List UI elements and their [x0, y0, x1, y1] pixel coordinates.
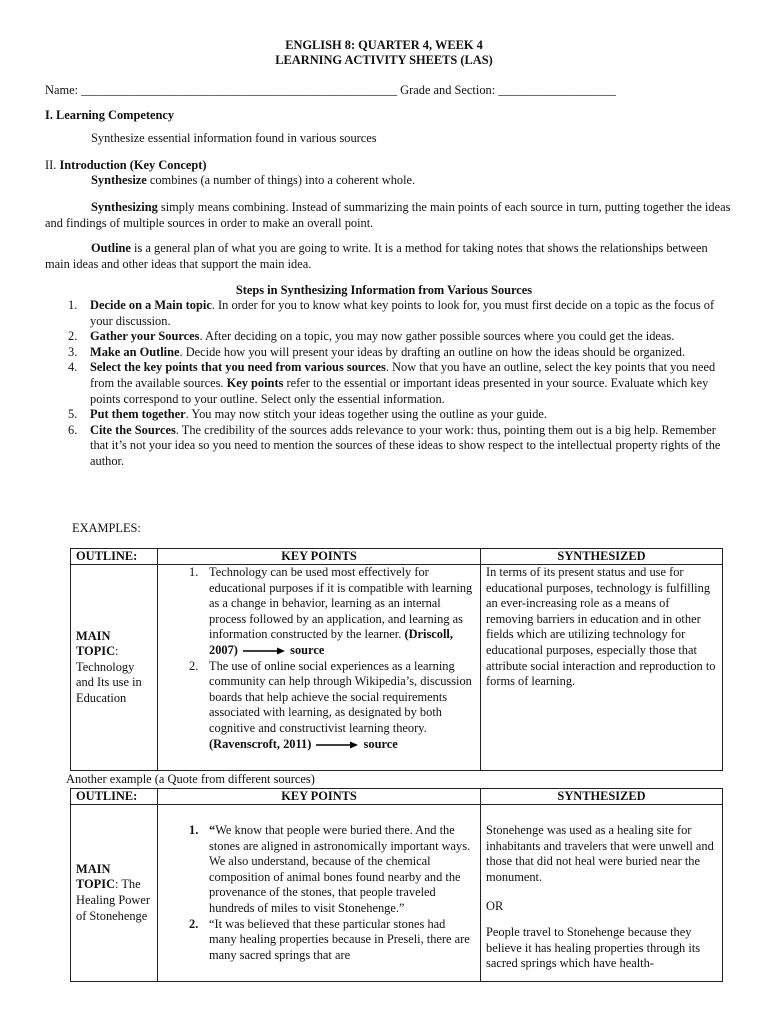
- step-item: [45, 329, 725, 345]
- key-point-text: The use of online social experiences as a learning community can help through Wikipedia’s, discussion boards that help achieve the social requirements associated with learning, as designated by both cognitive and constructivist learning theory.: [209, 658, 472, 735]
- step-number: 4.: [68, 360, 78, 375]
- step-text: . You may now stitch your ideas together using the outline as your guide.: [185, 407, 548, 422]
- source-label: source: [363, 736, 398, 751]
- table-row: [71, 565, 723, 771]
- step-number: 3.: [68, 344, 78, 359]
- synthesized-text: Stonehenge was used as a healing site for inhabitants and travelers that were unwell and those that did not heal were buried near the monument.: [486, 823, 714, 884]
- step-item: [45, 298, 725, 329]
- step-term: Decide on a Main topic: [90, 298, 212, 312]
- synthesized-cell: [481, 805, 723, 982]
- open-quote: “: [209, 823, 216, 837]
- key-points-cell: [158, 805, 481, 982]
- key-points-list: [163, 823, 475, 963]
- main-topic-label: MAIN TOPIC: [76, 861, 116, 892]
- outline-header: OUTLINE:: [71, 789, 158, 805]
- section1-heading: I. Learning Competency: [45, 108, 175, 122]
- key-points-header: KEY POINTS: [158, 789, 481, 805]
- synthesize-definition: [91, 173, 415, 189]
- another-example-label: Another example (a Quote from different sources): [66, 772, 315, 786]
- key-point-number: 1.: [189, 823, 199, 837]
- step-text: . The credibility of the sources adds relevance to your work: thus, pointing them out is a big help. Remember that it’s not your idea so you need to mention the sources of these ideas to show respect to the intellectual property rights of the author.: [90, 422, 721, 468]
- step-term-secondary: Key points: [226, 375, 284, 390]
- step-item: [45, 345, 725, 361]
- key-point-number: 1.: [189, 565, 199, 579]
- citation: (Driscoll, 2007): [209, 627, 453, 657]
- section2-prefix: II.: [45, 158, 60, 172]
- table-row: [71, 805, 723, 982]
- table-header-row: [71, 549, 723, 565]
- synthesizing-text: simply means combining. Instead of summarizing the main points of each source in turn, putting together the ideas and findings of multiple sources in order to make an overall point.: [45, 200, 731, 230]
- main-topic-cell: [71, 565, 158, 771]
- key-point-text: “It was believed that these particular stones had many healing properties because in Preseli, there are many sacred springs that are: [209, 916, 470, 962]
- step-text: . In order for you to know what key points to look for, you must first decide on a topic as the focus of your discussion.: [90, 298, 715, 328]
- step-term: Gather your Sources: [90, 329, 200, 344]
- key-points-header: KEY POINTS: [158, 549, 481, 565]
- step-text-secondary: refer to the essential or important ideas presented in your source. Evaluate which key points correspond to your outline. Select only the essential information.: [90, 375, 709, 406]
- example-table-technology: [70, 548, 723, 771]
- step-text: . Decide how you will present your ideas by drafting an outline on how the ideas should be organized.: [179, 344, 686, 359]
- main-topic-cell: [71, 805, 158, 982]
- step-item: [45, 360, 725, 407]
- step-number: 1.: [68, 298, 78, 312]
- step-item: [45, 407, 725, 423]
- key-point-text: Technology can be used most effectively for educational purposes if it is compatible with learning as a change in behavior, learning as an internal process followed by an application, and learning as information constructed by the learner.: [209, 565, 473, 642]
- step-text: . Now that you have an outline, select the key points that you need from the available sources.: [90, 360, 716, 390]
- document-subtitle: LEARNING ACTIVITY SHEETS (LAS): [275, 53, 493, 67]
- step-term: Cite the Sources: [90, 422, 176, 437]
- synthesized-header: SYNTHESIZED: [481, 549, 723, 565]
- table-header-row: [71, 789, 723, 805]
- outline-term: Outline: [91, 241, 131, 255]
- key-point-number: 2.: [189, 658, 199, 673]
- main-topic-text: : Technology and Its use in Education: [76, 644, 142, 705]
- step-number: 2.: [68, 329, 78, 344]
- synthesize-term: Synthesize: [91, 173, 147, 187]
- section2-title: Introduction (Key Concept): [59, 158, 207, 172]
- outline-header: OUTLINE:: [71, 549, 158, 565]
- step-term: Select the key points that you need from various sources: [90, 360, 386, 375]
- synthesized-header: SYNTHESIZED: [481, 789, 723, 805]
- example-table-stonehenge: [70, 788, 723, 982]
- synthesizing-paragraph: [45, 200, 735, 231]
- key-point-item: [163, 565, 475, 659]
- synthesized-cell: [481, 565, 723, 771]
- key-point-number: 2.: [189, 916, 199, 931]
- examples-label: EXAMPLES:: [72, 521, 141, 535]
- step-number: 5.: [68, 407, 78, 422]
- synthesized-text-alt: People travel to Stonehenge because they believe it has healing properties through its sacred springs which have health-: [486, 924, 701, 971]
- step-item: [45, 423, 725, 470]
- key-point-item: [163, 823, 475, 917]
- outline-paragraph: [45, 241, 735, 272]
- arrow-right-icon: [316, 741, 358, 749]
- steps-title: Steps in Synthesizing Information from Various Sources: [235, 283, 533, 297]
- step-number: 6.: [68, 422, 78, 437]
- outline-text: is a general plan of what you are going to write. It is a method for taking notes that shows the relationships between main ideas and other ideas that support the main idea.: [45, 241, 708, 271]
- key-point-item: [163, 659, 475, 753]
- step-term: Put them together: [90, 407, 186, 422]
- or-separator: OR: [486, 899, 504, 914]
- step-term: Make an Outline: [90, 344, 180, 359]
- main-topic-label: MAIN TOPIC: [76, 628, 116, 659]
- step-text: . After deciding on a topic, you may now gather possible sources where you could get the ideas.: [199, 329, 675, 344]
- key-point-text: We know that people were buried there. And the stones are aligned in astronomically important ways. We also understand, because of the chemical composition of animal bones found nearby and the provenance of the stones, that people traveled hundreds of miles to visit Stonehenge.”: [209, 823, 471, 915]
- section2-heading: [45, 158, 207, 174]
- steps-list: [45, 298, 725, 470]
- synthesizing-term: Synthesizing: [91, 200, 158, 214]
- name-grade-line: Name: ___________________________________________________ Grade and Section: ___________________: [45, 83, 616, 97]
- section1-text: Synthesize essential information found in various sources: [91, 131, 377, 145]
- key-points-cell: [158, 565, 481, 771]
- synthesize-text: combines (a number of things) into a coherent whole.: [146, 173, 416, 187]
- arrow-right-icon: [243, 647, 285, 655]
- document-title: ENGLISH 8: QUARTER 4, WEEK 4: [285, 38, 483, 52]
- synthesized-text: In terms of its present status and use for educational purposes, technology is fulfilling an ever-increasing role as a means of removing barriers in education and in other fields which are utilizing technology for educational purposes, especially those that attribute social interaction and reproduction to forms of learning.: [486, 565, 716, 689]
- key-points-list: [163, 565, 475, 752]
- source-label: source: [290, 642, 325, 657]
- main-topic-text: : The Healing Power of Stonehenge: [76, 877, 150, 923]
- citation: (Ravenscroft, 2011): [209, 736, 312, 751]
- key-point-item: [163, 917, 475, 964]
